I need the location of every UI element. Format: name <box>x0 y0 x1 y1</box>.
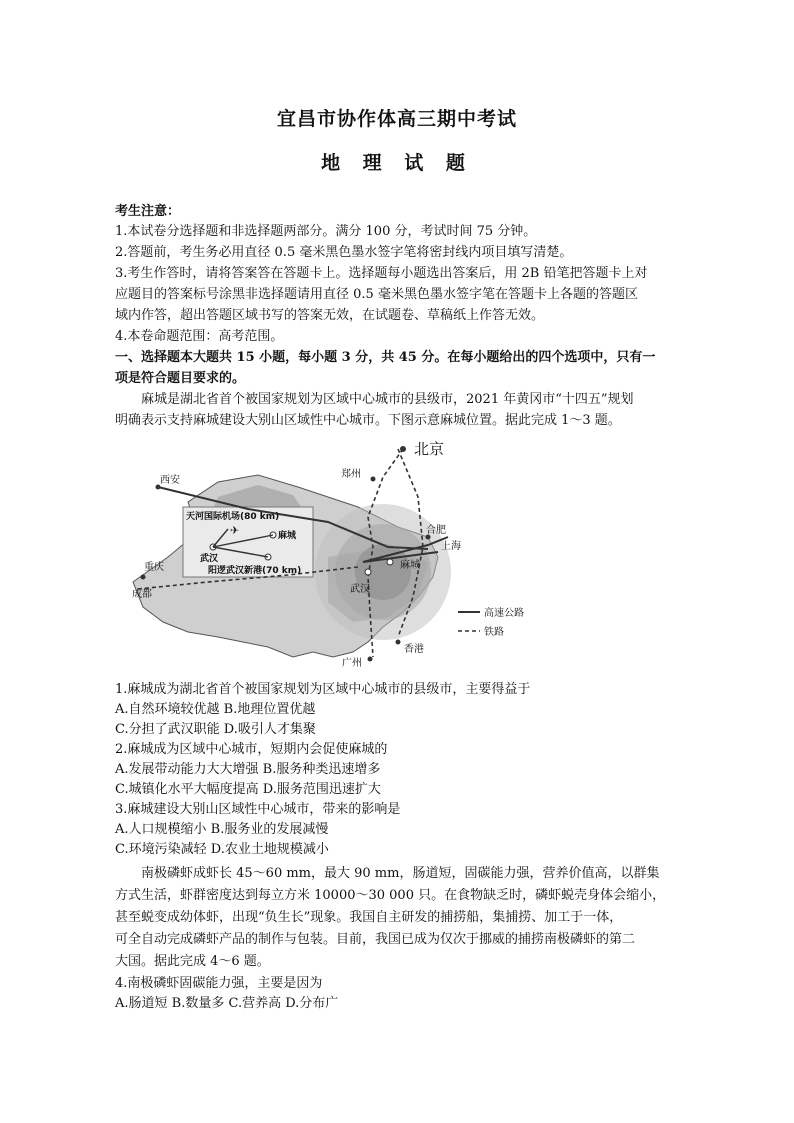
notice-item: 3.考生作答时，请将答案答在答题卡上。选择题每小题选出答案后，用 2B 铅笔把答题卡上对 <box>115 266 648 281</box>
macheng-location-map <box>128 437 546 669</box>
question-stem: 2.麻城成为区域中心城市，短期内会促使麻城的 <box>115 742 388 757</box>
question-options: C.分担了武汉职能 D.吸引人才集聚 <box>115 722 316 737</box>
question-stem: 1.麻城成为湖北省首个被国家规划为区域中心城市的县级市，主要得益于 <box>115 682 531 697</box>
section-heading: 项是符合题目要求的。 <box>115 371 246 386</box>
question-options: A.人口规模缩小 B.服务业的发展减慢 <box>115 822 329 837</box>
passage-line: 可全自动完成磷虾产品的制作与包装。目前，我国已成为仅次于挪威的捕捞南极磷虾的第二 <box>115 932 636 947</box>
label-guangzhou: 广州 <box>342 658 362 669</box>
question-stem: 4.南极磷虾固碳能力强，主要是因为 <box>115 976 323 991</box>
exam-title: 宜昌市协作体高三期中考试 <box>276 108 517 130</box>
passage-line: 明确表示支持麻城建设大别山区域性中心城市。下图示意麻城位置。据此完成 1～3 题。 <box>115 413 621 428</box>
question-options: A.肠道短 B.数量多 C.营养高 D.分布广 <box>115 996 339 1011</box>
passage-line: 南极磷虾成虾长 45～60 mm，最大 90 mm，肠道短，固碳能力强，营养价值高，以群集 <box>141 866 660 881</box>
inset-airport-label: 天河国际机场(80 km) <box>186 512 280 522</box>
label-chongqing: 重庆 <box>144 562 164 573</box>
legend-highway-label: 高速公路 <box>484 608 524 619</box>
label-beijing: 北京 <box>414 440 445 458</box>
label-chengdu: 成都 <box>132 589 152 600</box>
question-options: A.自然环境较优越 B.地理位置优越 <box>115 702 316 717</box>
passage-line: 大国。据此完成 4～6 题。 <box>115 954 270 969</box>
legend-railway-label: 铁路 <box>484 627 504 638</box>
notice-heading: 考生注意： <box>115 204 181 219</box>
notice-item: 4.本卷命题范围：高考范围。 <box>115 329 284 344</box>
question-stem: 3.麻城建设大别山区域性中心城市，带来的影响是 <box>115 802 401 817</box>
inset-port-label: 阳逻武汉新港(70 km) <box>208 566 302 576</box>
city-dot-macheng <box>387 559 393 565</box>
question-options: A.发展带动能力大大增强 B.服务种类迅速增多 <box>115 762 381 777</box>
question-options: C.城镇化水平大幅度提高 D.服务范围迅速扩大 <box>115 782 381 797</box>
label-shanghai: 上海 <box>441 541 461 552</box>
inset-wuhan-label: 武汉 <box>200 554 219 564</box>
notice-item: 2.答题前，考生务必用直径 0.5 毫米黑色墨水签字笔将密封线内项目填写清楚。 <box>115 245 573 260</box>
notice-item: 域内作答，超出答题区域书写的答案无效，在试题卷、草稿纸上作答无效。 <box>115 308 545 323</box>
passage-line: 方式生活，虾群密度达到每立方米 10000～30 000 只。在食物缺乏时，磷虾蜕壳身体会缩小， <box>115 888 666 903</box>
label-macheng: 麻城 <box>400 560 420 571</box>
city-dot-zhengzhou <box>371 477 376 482</box>
city-dot-chongqing <box>141 575 146 580</box>
city-dot-guangzhou <box>368 657 373 662</box>
notice-item: 应题目的答案标号涂黑非选择题请用直径 0.5 毫米黑色墨水签字笔在答题卡上各题的答题区 <box>115 287 638 302</box>
label-wuhan: 武汉 <box>350 584 370 595</box>
label-xian: 西安 <box>160 475 180 486</box>
airplane-icon: ✈ <box>230 524 240 537</box>
city-dot-wuhan <box>365 569 371 575</box>
section-heading: 一、选择题本大题共 15 小题，每小题 3 分，共 45 分。在每小题给出的四个选项中，只有一 <box>115 350 656 365</box>
passage-line: 麻城是湖北省首个被国家规划为区域中心城市的县级市，2021 年黄冈市“十四五”规划 <box>141 392 634 407</box>
passage-line: 甚至蜕变成幼体虾，出现“负生长”现象。我国自主研发的捕捞船，集捕捞、加工于一体， <box>115 910 623 925</box>
label-zhengzhou: 郑州 <box>341 469 361 480</box>
notice-item: 1.本试卷分选择题和非选择题两部分。满分 100 分，考试时间 75 分钟。 <box>115 224 537 239</box>
label-hefei: 合肥 <box>426 525 446 536</box>
question-options: C.环境污染减轻 D.农业土地规模减小 <box>115 842 329 857</box>
city-dot-beijing <box>400 446 406 452</box>
city-dot-hongkong <box>396 640 401 645</box>
subject-title: 地 理 试 题 <box>321 152 473 174</box>
label-hongkong: 香港 <box>404 644 424 655</box>
inset-macheng-label: 麻城 <box>278 531 297 541</box>
